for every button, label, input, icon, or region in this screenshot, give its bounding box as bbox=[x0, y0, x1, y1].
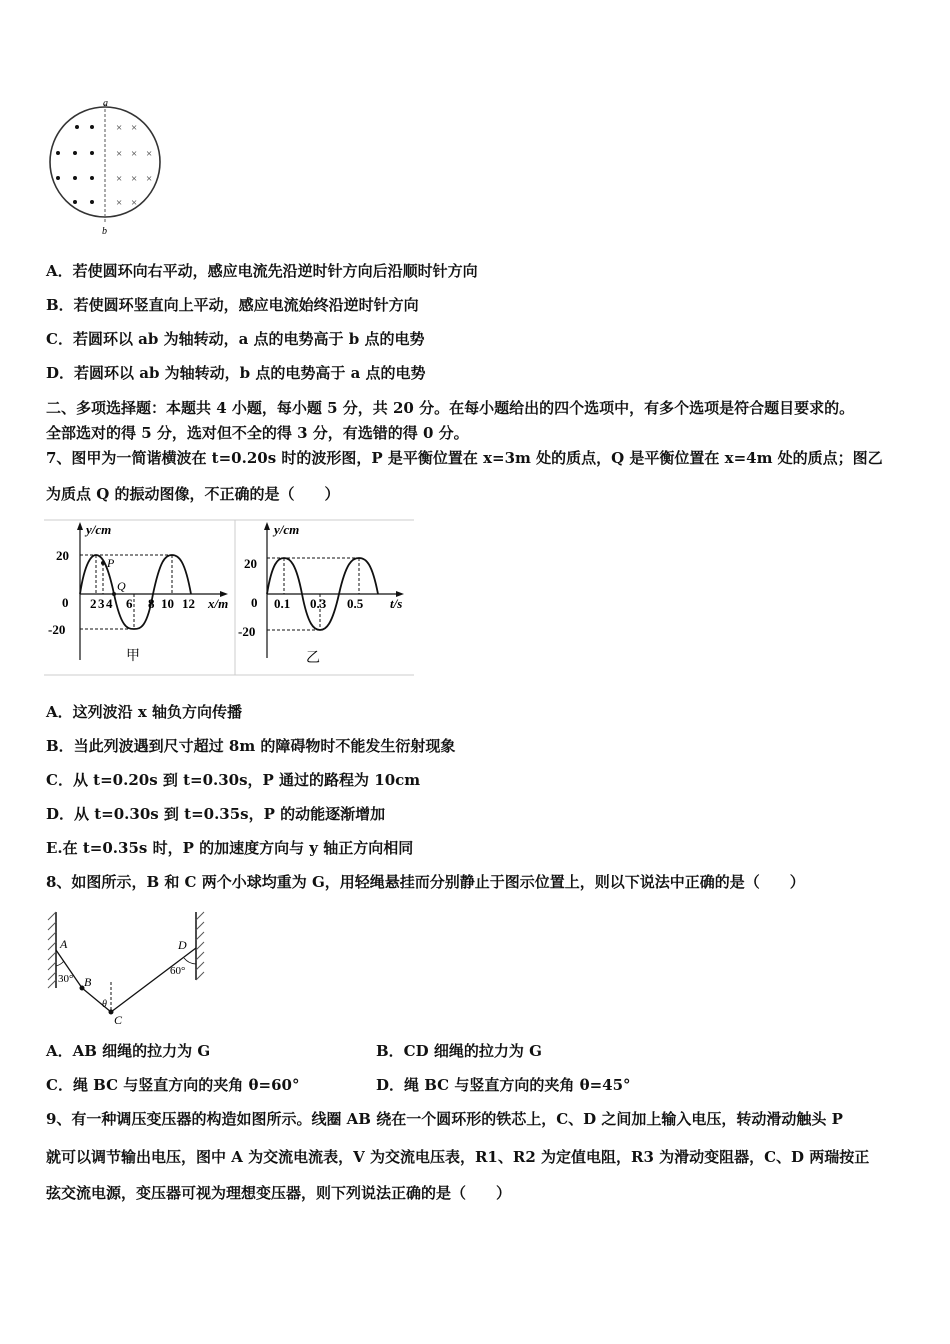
graph-a-caption: 甲 bbox=[126, 649, 140, 664]
rope-svg bbox=[44, 908, 214, 1026]
angle-60: 60° bbox=[170, 965, 186, 977]
rope-figure bbox=[44, 908, 214, 1026]
field-dots bbox=[56, 125, 94, 204]
q8-option-a: A．AB 细绳的拉力为 G bbox=[46, 1042, 211, 1060]
graph-a bbox=[48, 522, 228, 664]
field-crosses bbox=[116, 122, 152, 209]
graph-b-caption: 乙 bbox=[306, 651, 320, 666]
section2-heading-line1: 二、多项选择题：本题共 4 小题，每小题 5 分，共 20 分。在每小题给出的四个选项中，有多个选项是符合题目要求的。 bbox=[46, 399, 855, 417]
q7-option-c: C．从 t=0.20s 到 t=0.30s，P 通过的路程为 10cm bbox=[46, 771, 421, 789]
graph-b-ytick-20: 20 bbox=[244, 556, 257, 571]
q8-option-d: D．绳 BC 与竖直方向的夹角 θ=45° bbox=[376, 1076, 631, 1094]
graph-b-xtick: 0.3 bbox=[310, 596, 327, 611]
svg-text:×: × bbox=[131, 148, 138, 160]
q7-option-a: A．这列波沿 x 轴负方向传播 bbox=[46, 703, 243, 721]
q7-stem-line1: 7、图甲为一简谐横波在 t=0.20s 时的波形图，P 是平衡位置在 x=3m 处的质点，Q 是平衡位置在 x=4m 处的质点；图乙 bbox=[46, 449, 883, 467]
svg-text:×: × bbox=[116, 148, 123, 160]
svg-text:×: × bbox=[146, 148, 153, 160]
label-b: B bbox=[84, 975, 92, 989]
graph-a-xtick: 2 bbox=[90, 596, 97, 611]
ring-figure bbox=[44, 98, 170, 238]
graph-b-ytick-neg20: -20 bbox=[238, 624, 256, 639]
graph-a-xtick: 12 bbox=[182, 596, 195, 611]
q6-option-a: A．若使圆环向右平动，感应电流先沿逆时针方向后沿顺时针方向 bbox=[46, 262, 478, 280]
graph-a-xtick: 8 bbox=[148, 596, 155, 611]
q8-option-c: C．绳 BC 与竖直方向的夹角 θ=60° bbox=[46, 1076, 300, 1094]
q8-option-b: B．CD 细绳的拉力为 G bbox=[376, 1042, 542, 1060]
wave-figure bbox=[44, 518, 416, 678]
ball-c bbox=[109, 1010, 114, 1015]
graph-b bbox=[238, 522, 404, 666]
label-d: D bbox=[178, 938, 187, 952]
graph-a-xtick: 6 bbox=[126, 596, 133, 611]
svg-text:×: × bbox=[116, 173, 123, 185]
svg-text:×: × bbox=[131, 197, 138, 209]
svg-text:×: × bbox=[116, 197, 123, 209]
label-c: C bbox=[114, 1013, 123, 1026]
ring-label-b: b bbox=[102, 226, 107, 237]
graph-a-xtick: 4 bbox=[106, 596, 113, 611]
graph-b-ytick-0: 0 bbox=[251, 595, 258, 610]
graph-a-ytick-neg20: -20 bbox=[48, 622, 66, 637]
graph-a-xtick: 3 bbox=[98, 596, 105, 611]
graph-a-xtick: 10 bbox=[161, 596, 174, 611]
q9-stem-line2: 就可以调节输出电压，图中 A 为交流电流表，V 为交流电压表，R1、R2 为定值电阻，R3 为滑动变阻器，C、D 两瑞按正 bbox=[46, 1148, 870, 1166]
ring-svg bbox=[44, 98, 170, 238]
graph-a-ytick-20: 20 bbox=[56, 548, 69, 563]
q7-stem-line2: 为质点 Q 的振动图像，不正确的是（ ） bbox=[46, 485, 340, 503]
svg-text:×: × bbox=[131, 173, 138, 185]
svg-text:×: × bbox=[116, 122, 123, 134]
graph-a-point-q: Q bbox=[117, 579, 126, 593]
rope-cd bbox=[111, 948, 196, 1012]
section2-heading-line2: 全部选对的得 5 分，选对但不全的得 3 分，有选错的得 0 分。 bbox=[46, 424, 469, 442]
graph-b-xtick: 0.5 bbox=[347, 596, 364, 611]
graph-b-ylabel: y/cm bbox=[274, 522, 300, 537]
angle-30: 30° bbox=[58, 973, 74, 985]
q6-option-d: D．若圆环以 ab 为轴转动，b 点的电势高于 a 点的电势 bbox=[46, 364, 426, 382]
graph-a-ytick-0: 0 bbox=[62, 595, 69, 610]
label-theta: θ bbox=[102, 999, 107, 1010]
graph-a-wave bbox=[80, 555, 191, 629]
q9-stem-line1: 9、有一种调压变压器的构造如图所示。线圈 AB 绕在一个圆环形的铁芯上，C、D 之间加上输入电压，转动滑动触头 P bbox=[46, 1110, 843, 1128]
q7-option-b: B．当此列波遇到尺寸超过 8m 的障碍物时不能发生衍射现象 bbox=[46, 737, 456, 755]
svg-text:×: × bbox=[146, 173, 153, 185]
graph-a-point-p: P bbox=[107, 556, 115, 570]
graph-a-xlabel: x/m bbox=[208, 596, 229, 611]
q7-option-e: E.在 t=0.35s 时，P 的加速度方向与 y 轴正方向相同 bbox=[46, 839, 414, 857]
ring-label-a: a bbox=[103, 98, 108, 109]
graph-b-xlabel: t/s bbox=[390, 596, 403, 611]
label-a: A bbox=[60, 937, 68, 951]
graph-a-ylabel: y/cm bbox=[86, 522, 112, 537]
q6-option-b: B．若使圆环竖直向上平动，感应电流始终沿逆时针方向 bbox=[46, 296, 419, 314]
graph-b-xtick: 0.1 bbox=[274, 596, 291, 611]
svg-text:×: × bbox=[131, 122, 138, 134]
wave-svg bbox=[44, 518, 416, 678]
q6-option-c: C．若圆环以 ab 为轴转动，a 点的电势高于 b 点的电势 bbox=[46, 330, 425, 348]
q7-option-d: D．从 t=0.30s 到 t=0.35s，P 的动能逐渐增加 bbox=[46, 805, 386, 823]
q9-stem-line3: 弦交流电源，变压器可视为理想变压器，则下列说法正确的是（ ） bbox=[46, 1184, 512, 1202]
q8-stem: 8、如图所示，B 和 C 两个小球均重为 G，用轻绳悬挂而分别静止于图示位置上，则以下说法中正确的是（ ） bbox=[46, 873, 805, 891]
